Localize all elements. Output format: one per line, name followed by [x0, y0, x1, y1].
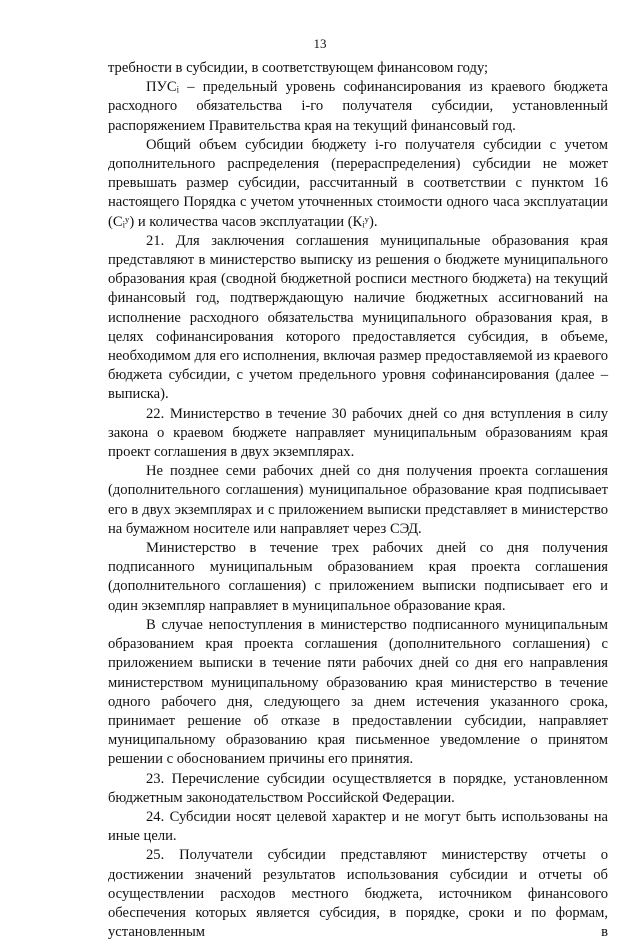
paragraph-clause-21: 21. Для заключения соглашения муниципальные образования края представляют в министерство выписку из решения о бюджете муниципального образования края (сводной бюджетной росписи местного бюджета) на текущий финансовый год, подтверждающую наличие бюджетных ассигнований на исполнение расходного обязательства муниципального образования края, в целях софинансирования которого предоставляется субсидия, в объеме, необходимом для его исполнения, включая размер предоставляемой из краевого бюджета субсидии, с учетом предельного уровня софинансирования (далее – выписка). — [108, 232, 608, 403]
document-body — [108, 59, 608, 942]
page-number: 13 — [313, 36, 327, 51]
paragraph-clause-25: 25. Получатели субсидии представляют министерству отчеты о достижении значений результатов использования субсидии и отчеты об осуществлении расходов местного бюджета, источником финансового обеспечения которых является субсидия, в порядке, сроки и по формам, установленным в — [108, 847, 608, 941]
paragraph-pus-definition: ПУСᵢ – предельный уровень софинансирования из краевого бюджета расходного обязательства i-го получателя субсидии, установленный распоряжением Правительства края на текущий финансовый год. — [108, 79, 608, 134]
paragraph-continuation: требности в субсидии, в соответствующем финансовом году; — [108, 60, 489, 76]
paragraph-clause-23: 23. Перечисление субсидии осуществляется в порядке, установленном бюджетным законодательством Российской Федерации. — [108, 770, 608, 806]
paragraph-clause-24: 24. Субсидии носят целевой характер и не могут быть использованы на иные цели. — [108, 808, 608, 845]
paragraph-total-subsidy: Общий объем субсидии бюджету i-го получателя субсидии с учетом дополнительного распределения (перераспределения) субсидии не может превышать размер субсидии, рассчитанный в соответствии с пунктом 16 настоящего Порядка с учетом уточненных стоимости одного часа эксплуатации (Сᵢʸ) и количества часов эксплуатации (Кᵢʸ). — [108, 136, 608, 230]
paragraph-ministry-signing: Министерство в течение трех рабочих дней со дня получения подписанного муниципальным образованием края проекта соглашения (дополнительного соглашения) с приложением выписки подписывает его и один экземпляр направляет в муниципальное образование края. — [108, 540, 608, 614]
paragraph-refusal: В случае непоступления в министерство подписанного муниципальным образованием края проекта соглашения (дополнительного соглашения) с приложением выписки в течение пяти рабочих дней со дня его направления министерством муниципальному образованию края министерство в течение одного рабочего дня, следующего за днем истечения указанного срока, принимает решение об отказе в предоставлении субсидии, направляет муниципальному образованию края письменное уведомление о принятом решении с обоснованием причины его принятия. — [108, 616, 608, 768]
paragraph-clause-22: 22. Министерство в течение 30 рабочих дней со дня вступления в силу закона о краевом бюджете направляет муниципальным образованиям края проект соглашения в двух экземплярах. — [108, 405, 608, 461]
paragraph-signing-deadline: Не позднее семи рабочих дней со дня получения проекта соглашения (дополнительного соглашения) муниципальное образование края подписывает его в двух экземплярах и с приложением выписки представляет в министерство на бумажном носителе или направляет через СЭД. — [108, 463, 608, 537]
